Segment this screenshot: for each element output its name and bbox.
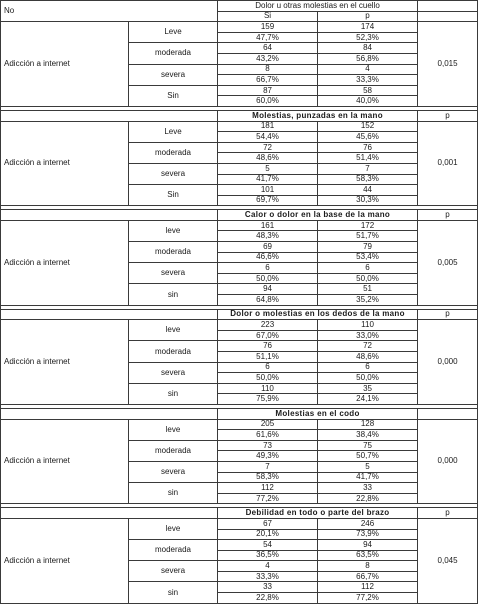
section-p-label: p bbox=[418, 110, 478, 121]
count-yes: 159 bbox=[218, 22, 318, 33]
count-yes: 33 bbox=[218, 582, 318, 593]
count-yes: 69 bbox=[218, 242, 318, 253]
pct-yes: 51,1% bbox=[218, 352, 318, 363]
pct-yes: 54,4% bbox=[218, 132, 318, 143]
count-yes: 5 bbox=[218, 163, 318, 174]
level-label: leve bbox=[129, 220, 218, 241]
data-row bbox=[1, 518, 478, 529]
data-row bbox=[1, 121, 478, 132]
pct-no: 53,4% bbox=[318, 252, 418, 263]
section-title-row bbox=[1, 210, 478, 221]
pct-no: 35,2% bbox=[318, 295, 418, 306]
section-title: Calor o dolor en la base de la mano bbox=[218, 210, 418, 221]
count-yes: 76 bbox=[218, 341, 318, 352]
header-si: Si bbox=[218, 11, 318, 22]
pct-yes: 49,3% bbox=[218, 451, 318, 462]
pct-no: 33,3% bbox=[318, 75, 418, 86]
count-yes: 8 bbox=[218, 64, 318, 75]
pct-yes: 48,6% bbox=[218, 153, 318, 164]
level-label: moderada bbox=[129, 242, 218, 263]
section-title-blank bbox=[1, 210, 218, 221]
count-no: 7 bbox=[318, 163, 418, 174]
pct-yes: 69,7% bbox=[218, 195, 318, 206]
count-no: 33 bbox=[318, 483, 418, 494]
count-no: 58 bbox=[318, 85, 418, 96]
section-title-blank bbox=[1, 408, 218, 419]
count-no: 72 bbox=[318, 341, 418, 352]
count-no: 84 bbox=[318, 43, 418, 54]
count-no: 8 bbox=[318, 561, 418, 572]
count-no: 35 bbox=[318, 383, 418, 394]
section-title-blank bbox=[1, 508, 218, 519]
data-row bbox=[1, 220, 478, 231]
count-yes: 6 bbox=[218, 362, 318, 373]
section-title-row bbox=[1, 408, 478, 419]
factor-label: Adicción a internet bbox=[1, 121, 129, 206]
factor-label: Adicción a internet bbox=[1, 518, 129, 603]
section-title-blank bbox=[1, 110, 218, 121]
count-no: 6 bbox=[318, 362, 418, 373]
level-label: leve bbox=[129, 518, 218, 539]
count-yes: 205 bbox=[218, 419, 318, 430]
pct-no: 51,7% bbox=[318, 231, 418, 242]
count-no: 152 bbox=[318, 121, 418, 132]
count-no: 51 bbox=[318, 284, 418, 295]
pct-no: 24,1% bbox=[318, 394, 418, 405]
level-label: moderada bbox=[129, 142, 218, 163]
pct-yes: 77,2% bbox=[218, 493, 318, 504]
pct-no: 48,6% bbox=[318, 352, 418, 363]
pct-no: 50,0% bbox=[318, 373, 418, 384]
factor-label: Adicción a internet bbox=[1, 419, 129, 504]
count-yes: 161 bbox=[218, 220, 318, 231]
level-label: sin bbox=[129, 284, 218, 305]
count-yes: 54 bbox=[218, 540, 318, 551]
level-label: moderada bbox=[129, 43, 218, 64]
section-title: Molestias, punzadas en la mano bbox=[218, 110, 418, 121]
count-yes: 4 bbox=[218, 561, 318, 572]
pct-yes: 20,1% bbox=[218, 529, 318, 540]
count-yes: 112 bbox=[218, 483, 318, 494]
count-no: 44 bbox=[318, 185, 418, 196]
count-no: 172 bbox=[318, 220, 418, 231]
count-yes: 73 bbox=[218, 440, 318, 451]
factor-label: Adicción a internet bbox=[1, 220, 129, 305]
count-yes: 223 bbox=[218, 320, 318, 331]
pct-no: 50,7% bbox=[318, 451, 418, 462]
pct-yes: 75,9% bbox=[218, 394, 318, 405]
count-no: 4 bbox=[318, 64, 418, 75]
p-value: 0,000 bbox=[418, 419, 478, 504]
level-label: leve bbox=[129, 419, 218, 440]
pct-no: 51,4% bbox=[318, 153, 418, 164]
level-label: severa bbox=[129, 163, 218, 184]
data-row bbox=[1, 22, 478, 33]
count-no: 75 bbox=[318, 440, 418, 451]
pct-no: 63,5% bbox=[318, 550, 418, 561]
count-no: 112 bbox=[318, 582, 418, 593]
section-title-blank bbox=[1, 309, 218, 320]
pct-yes: 41,7% bbox=[218, 174, 318, 185]
pct-yes: 48,3% bbox=[218, 231, 318, 242]
data-row bbox=[1, 419, 478, 430]
pct-yes: 47,7% bbox=[218, 32, 318, 43]
pct-yes: 22,8% bbox=[218, 593, 318, 604]
count-no: 79 bbox=[318, 242, 418, 253]
level-label: severa bbox=[129, 64, 218, 85]
pct-yes: 50,0% bbox=[218, 373, 318, 384]
pct-no: 41,7% bbox=[318, 472, 418, 483]
level-label: Sin bbox=[129, 185, 218, 206]
level-label: moderada bbox=[129, 540, 218, 561]
pct-no: 40,0% bbox=[318, 96, 418, 107]
level-label: severa bbox=[129, 263, 218, 284]
count-yes: 6 bbox=[218, 263, 318, 274]
count-no: 94 bbox=[318, 540, 418, 551]
header-question: Dolor u otras molestias en el cuello bbox=[218, 1, 418, 12]
pct-yes: 33,3% bbox=[218, 571, 318, 582]
count-yes: 7 bbox=[218, 461, 318, 472]
level-label: Sin bbox=[129, 85, 218, 106]
pct-no: 56,8% bbox=[318, 53, 418, 64]
count-no: 128 bbox=[318, 419, 418, 430]
pct-no: 45,6% bbox=[318, 132, 418, 143]
p-value: 0,005 bbox=[418, 220, 478, 305]
header-no-label: No bbox=[1, 1, 218, 22]
count-no: 76 bbox=[318, 142, 418, 153]
level-label: Leve bbox=[129, 22, 218, 43]
p-value: 0,001 bbox=[418, 121, 478, 206]
pct-no: 50,0% bbox=[318, 273, 418, 284]
pct-yes: 60,0% bbox=[218, 96, 318, 107]
pct-no: 33,0% bbox=[318, 330, 418, 341]
header-no: p bbox=[318, 11, 418, 22]
pct-yes: 58,3% bbox=[218, 472, 318, 483]
section-title-row bbox=[1, 110, 478, 121]
level-label: severa bbox=[129, 362, 218, 383]
count-yes: 101 bbox=[218, 185, 318, 196]
count-no: 5 bbox=[318, 461, 418, 472]
pct-yes: 43,2% bbox=[218, 53, 318, 64]
pct-no: 22,8% bbox=[318, 493, 418, 504]
pct-no: 30,3% bbox=[318, 195, 418, 206]
header-empty bbox=[418, 11, 478, 22]
pct-no: 73,9% bbox=[318, 529, 418, 540]
section-title-row bbox=[1, 309, 478, 320]
pct-yes: 61,6% bbox=[218, 430, 318, 441]
count-yes: 94 bbox=[218, 284, 318, 295]
pct-yes: 46,6% bbox=[218, 252, 318, 263]
section-p-label bbox=[418, 408, 478, 419]
section-title: Debilidad en todo o parte del brazo bbox=[218, 508, 418, 519]
factor-label: Adicción a internet bbox=[1, 320, 129, 405]
count-no: 246 bbox=[318, 518, 418, 529]
section-p-label: p bbox=[418, 508, 478, 519]
count-yes: 87 bbox=[218, 85, 318, 96]
count-yes: 67 bbox=[218, 518, 318, 529]
section-p-label: p bbox=[418, 210, 478, 221]
header-row bbox=[1, 1, 478, 12]
pct-no: 58,3% bbox=[318, 174, 418, 185]
header-empty bbox=[418, 1, 478, 12]
pct-yes: 64,8% bbox=[218, 295, 318, 306]
pct-yes: 66,7% bbox=[218, 75, 318, 86]
count-no: 110 bbox=[318, 320, 418, 331]
count-yes: 72 bbox=[218, 142, 318, 153]
level-label: moderada bbox=[129, 341, 218, 362]
section-p-label: p bbox=[418, 309, 478, 320]
level-label: Leve bbox=[129, 121, 218, 142]
data-row bbox=[1, 320, 478, 331]
pct-no: 77,2% bbox=[318, 593, 418, 604]
pct-yes: 36,5% bbox=[218, 550, 318, 561]
count-no: 174 bbox=[318, 22, 418, 33]
level-label: sin bbox=[129, 582, 218, 603]
level-label: sin bbox=[129, 383, 218, 404]
p-value: 0,045 bbox=[418, 518, 478, 603]
level-label: severa bbox=[129, 561, 218, 582]
level-label: moderada bbox=[129, 440, 218, 461]
count-no: 6 bbox=[318, 263, 418, 274]
pct-no: 66,7% bbox=[318, 571, 418, 582]
count-yes: 110 bbox=[218, 383, 318, 394]
pct-yes: 50,0% bbox=[218, 273, 318, 284]
level-label: sin bbox=[129, 483, 218, 504]
section-title: Molestias en el codo bbox=[218, 408, 418, 419]
section-title-row bbox=[1, 508, 478, 519]
section-title: Dolor o molestias en los dedos de la mano bbox=[218, 309, 418, 320]
level-label: severa bbox=[129, 461, 218, 482]
count-yes: 181 bbox=[218, 121, 318, 132]
pct-yes: 67,0% bbox=[218, 330, 318, 341]
pct-no: 52,3% bbox=[318, 32, 418, 43]
pct-no: 38,4% bbox=[318, 430, 418, 441]
p-value: 0,015 bbox=[418, 22, 478, 107]
level-label: leve bbox=[129, 320, 218, 341]
count-yes: 64 bbox=[218, 43, 318, 54]
factor-label: Adicción a internet bbox=[1, 22, 129, 107]
p-value: 0,000 bbox=[418, 320, 478, 405]
